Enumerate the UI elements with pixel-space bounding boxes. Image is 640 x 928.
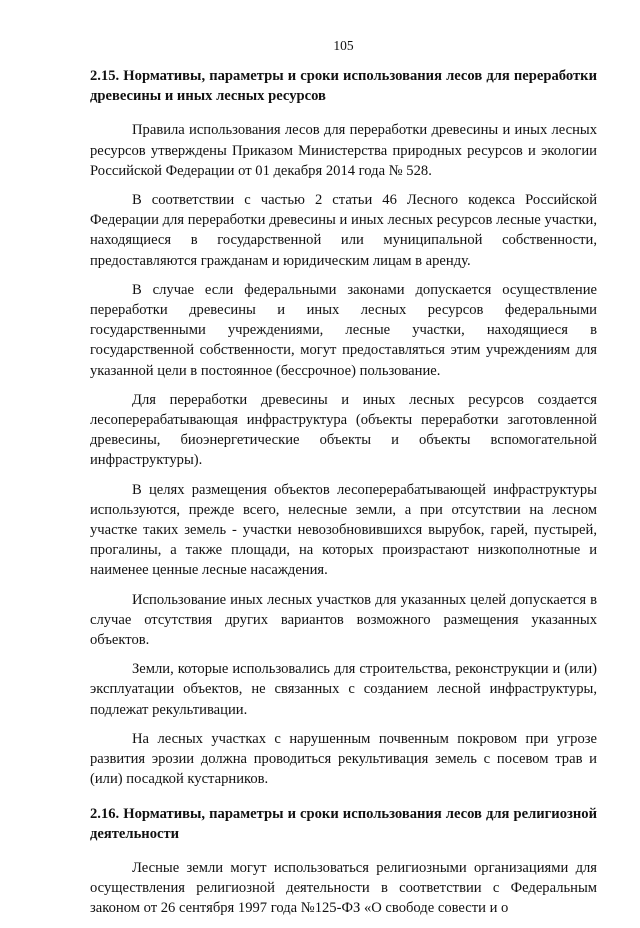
paragraph: Правила использования лесов для переработки древесины и иных лесных ресурсов утверждены Приказом Министерства природных ресурсов и экологии Российской Федерации от 01 декабря 2014 года № 528.: [90, 122, 597, 179]
paragraph: В целях размещения объектов лесоперерабатывающей инфраструктуры используются, прежде всего, нелесные земли, а при отсутствии на лесном участке таких земель - участки невозобновившихся вырубок, гарей, пустырей, прогалины, а также площади, на которых произрастают низкополнотные и наименее ценные лесные насаждения.: [90, 481, 597, 579]
document-body: [90, 66, 597, 928]
paragraph: Использование иных лесных участков для указанных целей допускается в случае отсутствия других вариантов возможного размещения указанных объектов.: [90, 591, 597, 649]
page-number: 105: [333, 38, 354, 53]
paragraph: Для переработки древесины и иных лесных ресурсов создается лесоперерабатывающая инфраструктура (объекты переработки заготовленной древесины, биоэнергетические объекты и объекты вспомогательной инфраструктуры).: [90, 391, 597, 469]
paragraph: В случае если федеральными законами допускается осуществление переработки древесины и иных лесных ресурсов федеральными государственными учреждениями, лесные участки, находящиеся в государственной собственности, могут предоставляться этим учреждениям для указанной цели в постоянное (бессрочное) пользование.: [90, 281, 597, 379]
paragraph: В соответствии с частью 2 статьи 46 Лесного кодекса Российской Федерации для переработки древесины и иных лесных ресурсов лесные участки, находящиеся в государственной или муниципальной собственности, предоставляются гражданам и юридическим лицам в аренду.: [90, 192, 597, 269]
section-heading-2-16: 2.16. Нормативы, параметры и сроки использования лесов для религиозной деятельности: [90, 805, 597, 842]
paragraph: На лесных участках с нарушенным почвенным покровом при угрозе развития эрозии должна проводиться рекультивация земель с посевом трав и (или) посадкой кустарников.: [90, 730, 597, 788]
paragraph: Лесные земли могут использоваться религиозными организациями для осуществления религиозной деятельности в соответствии с Федеральным законом от 26 сентября 1997 года №125-ФЗ «О свободе совести и о: [90, 859, 597, 917]
paragraph: Земли, которые использовались для строительства, реконструкции и (или) эксплуатации объектов, не связанных с созданием лесной инфраструктуры, подлежат рекультивации.: [90, 661, 597, 718]
section-heading-2-15: 2.15. Нормативы, параметры и сроки использования лесов для переработки древесины и иных лесных ресурсов: [90, 68, 597, 105]
